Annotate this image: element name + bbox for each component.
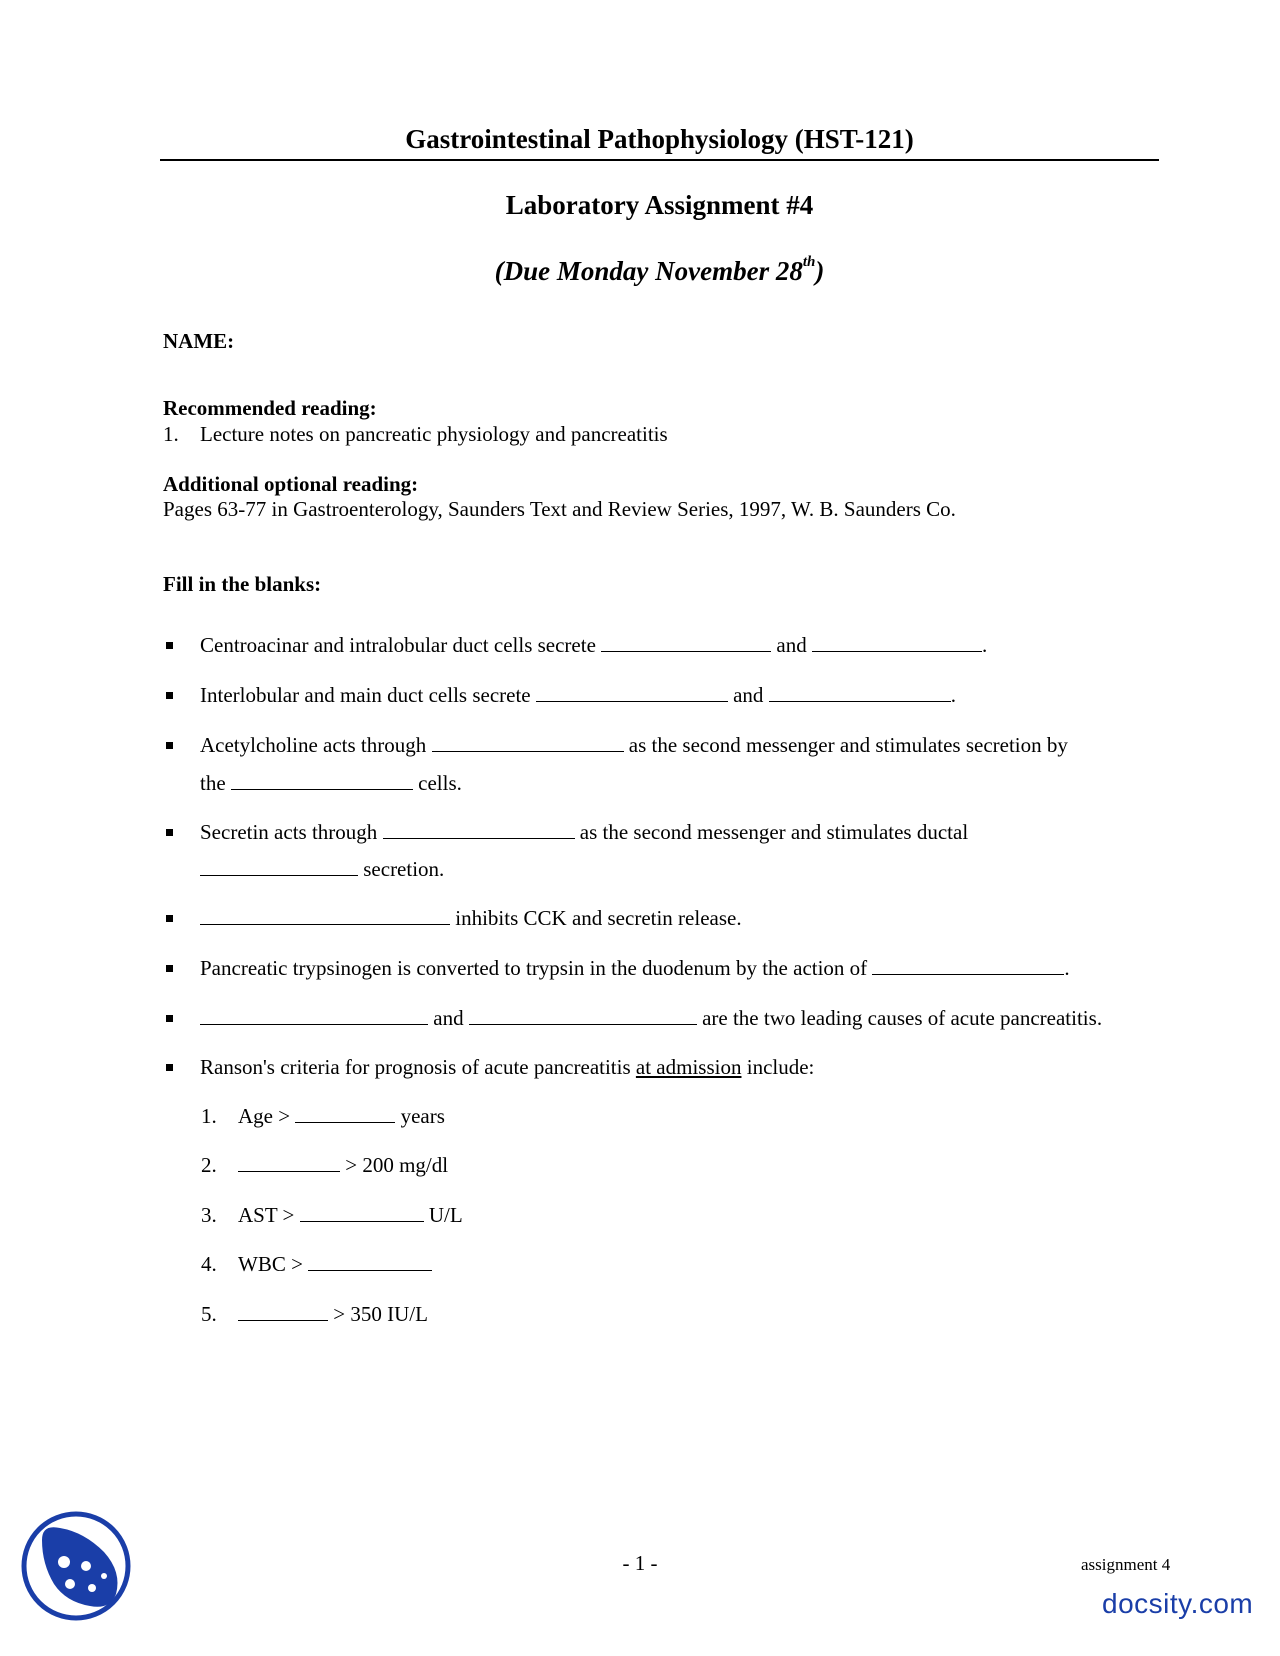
blank-field[interactable] — [200, 857, 358, 876]
question-5: inhibits CCK and secretin release. — [200, 906, 742, 931]
ranson-number: 5. — [201, 1302, 217, 1326]
question-4-line-1: Secretin acts through as the second messenger and stimulates ductal — [200, 820, 969, 844]
assignment-title: Laboratory Assignment #4 — [505, 190, 814, 220]
ranson-item-3: AST > U/L — [238, 1203, 463, 1227]
document-title: Gastrointestinal Pathophysiology (HST-121) — [405, 124, 914, 154]
blank-field[interactable] — [231, 771, 413, 790]
ranson-item-4: WBC > — [238, 1252, 432, 1277]
blank-field[interactable] — [238, 1153, 340, 1172]
question-4-line-2: secretion. — [200, 857, 444, 882]
blank-field[interactable] — [432, 733, 624, 752]
blank-field[interactable] — [200, 1006, 428, 1025]
bullet — [166, 829, 173, 836]
bullet — [166, 742, 173, 749]
blank-field[interactable] — [308, 1252, 432, 1271]
optional-label: Additional optional reading: — [163, 472, 419, 496]
recommended-item-number: 1. — [163, 422, 179, 446]
optional-text: Pages 63-77 in Gastroenterology, Saunders Text and Review Series, 1997, W. B. Saunders Co. — [163, 497, 956, 521]
blank-field[interactable] — [601, 633, 771, 652]
page-number: - 1 - — [622, 1551, 658, 1575]
due-date: (Due Monday November 28th) — [494, 254, 825, 286]
ranson-number: 1. — [201, 1104, 217, 1128]
recommended-item-text: Lecture notes on pancreatic physiology and pancreatitis — [200, 422, 668, 446]
blank-field[interactable] — [295, 1104, 395, 1123]
title-rule — [160, 159, 1159, 161]
question-3-line-2: the cells. — [200, 771, 462, 795]
ranson-item-5: > 350 IU/L — [238, 1302, 428, 1327]
blank-field[interactable] — [872, 956, 1064, 975]
blank-field[interactable] — [383, 820, 575, 839]
docsity-brand[interactable]: docsity.com — [1102, 1588, 1254, 1619]
question-1: Centroacinar and intralobular duct cells secrete and . — [200, 633, 988, 657]
bullet — [166, 1015, 173, 1022]
bullet — [166, 1064, 173, 1071]
blank-field[interactable] — [200, 906, 450, 925]
ranson-item-1: Age > years — [238, 1104, 445, 1128]
fill-blanks-label: Fill in the blanks: — [163, 572, 322, 596]
question-7: and are the two leading causes of acute pancreatitis. — [200, 1006, 1102, 1031]
ranson-item-2: > 200 mg/dl — [238, 1153, 448, 1178]
blank-field[interactable] — [536, 683, 728, 702]
ranson-number: 3. — [201, 1203, 217, 1227]
bullet — [166, 692, 173, 699]
blank-field[interactable] — [300, 1203, 424, 1222]
ranson-number: 2. — [201, 1153, 217, 1177]
footer-label: assignment 4 — [1081, 1555, 1171, 1574]
blank-field[interactable] — [238, 1302, 328, 1321]
ranson-number: 4. — [201, 1252, 217, 1276]
question-8: Ranson's criteria for prognosis of acute pancreatitis at admission include: — [200, 1055, 815, 1079]
docsity-logo-icon — [20, 1510, 132, 1622]
blank-field[interactable] — [469, 1006, 697, 1025]
bullet — [166, 642, 173, 649]
question-6: Pancreatic trypsinogen is converted to trypsin in the duodenum by the action of . — [200, 956, 1070, 980]
bullet — [166, 915, 173, 922]
blank-field[interactable] — [769, 683, 951, 702]
recommended-label: Recommended reading: — [163, 396, 377, 420]
name-label: NAME: — [163, 329, 235, 353]
question-3-line-1: Acetylcholine acts through as the second messenger and stimulates secretion by — [200, 733, 1068, 757]
bullet — [166, 965, 173, 972]
blank-field[interactable] — [812, 633, 982, 652]
question-2: Interlobular and main duct cells secrete and . — [200, 683, 956, 707]
